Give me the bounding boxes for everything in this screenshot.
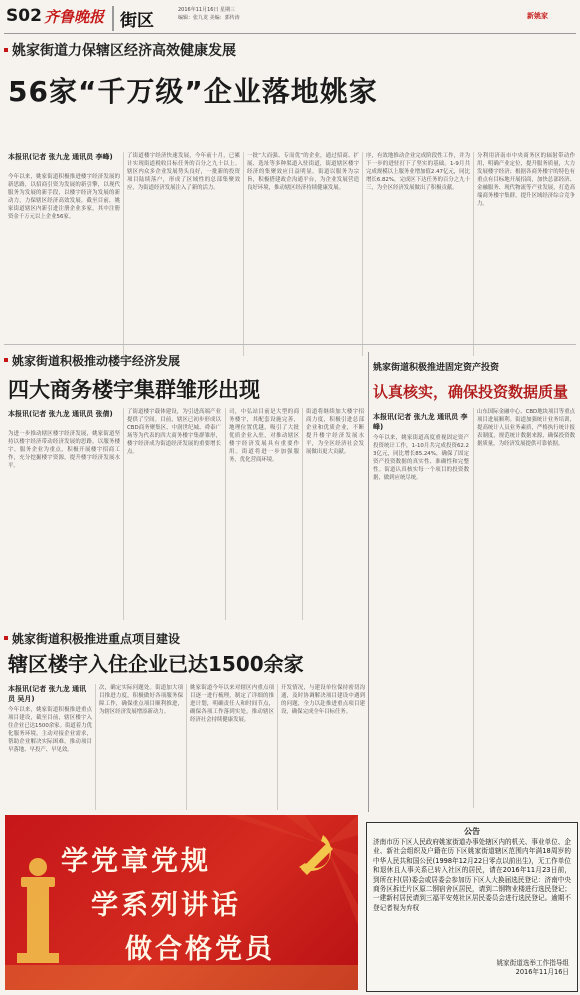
story2-headline: 四大商务楼宇集群雏形出现 bbox=[8, 378, 260, 402]
banner-line-3: 做合格党员 bbox=[125, 934, 275, 965]
hammer-sickle-icon bbox=[287, 823, 351, 887]
page-header bbox=[0, 0, 580, 34]
column-divider bbox=[277, 684, 278, 810]
story4-column-4: 开发情况，与建设单位保持密切沟通，及时协调解决项目建设中遇到的问题，全力以赴推进重点项目建设，确保完成全年目标任务。 bbox=[281, 685, 365, 715]
section-rule bbox=[4, 344, 576, 345]
kicker-bullet-icon bbox=[4, 636, 8, 640]
story4-column-1: 今年以来，姚家街道积极推进重点项目建设，截至目前，辖区楼宇入住企业已达1500余家。街道着力优化服务环境，主动对接企业需求，帮助企业解决实际困难，推动项目早落地、早投产、早见效。 bbox=[8, 707, 92, 753]
story2-column-2: 了街道楼宇载体建设，为引进高端产业提供了空间。目前，辖区已初步形成以CBD商务聚集区、中润世纪城、舜泰广场等为代表的四大商务楼宇集群雏形，楼宇经济成为街道经济发展的重要增长点。 bbox=[127, 409, 221, 455]
story2-column-1: 为进一步推动辖区楼宇经济发展，姚家街道坚持以楼宇经济带动经济发展的思路，以服务楼宇、服务企业为重点，积极开展楼宇招商工作，充分挖掘楼宇资源，提升楼宇经济发展水平。 bbox=[8, 431, 120, 469]
issue-info bbox=[178, 6, 240, 22]
election-notice-box bbox=[366, 822, 578, 992]
section-name: 街区 bbox=[112, 6, 154, 31]
kicker-bullet-icon bbox=[4, 358, 8, 362]
story3-column-2: 山东国际金融中心、CBD地块项目等重点项目进展顺利。街道加强统计业务培训，提高统计人员业务素质，严格执行统计报表制度，规范统计数据来源，确保投资数据质量，为经济发展提供可靠依据。 bbox=[477, 409, 575, 447]
story1-column-5: 分利用济南市中央商务区的辐射带动作用，明确产业定位，提升服务质量，大力发展楼宇经济；根据各商务楼宇的特色有重点有目标地开展招商，加快总部经济、金融服务、现代物流等产业发展，打造高端商务楼宇集群，提升区域经济综合竞争力。 bbox=[477, 153, 575, 207]
story4-byline: 本报讯(记者 张九龙 通讯员 吴月) bbox=[8, 685, 87, 703]
notice-signature bbox=[496, 959, 569, 978]
banner-line-1: 学党章党规 bbox=[61, 846, 211, 877]
column-divider bbox=[243, 152, 244, 356]
story1-headline: 56家“千万级”企业落地姚家 bbox=[8, 75, 378, 108]
notice-body: 济南市历下区人民政府姚家街道办事处辖区内的机关、事业单位、企业、新社会组织及户籍在历下区姚家街道辖区范围内年满18周岁的中华人民共和国公民(1998年12月22日零点以前出生)，无工作单位和退休且人事关系已转入社区的居民，请在2016年11月23日前，到所在村(居)委会或居委会参加历下区人大换届选民登记：济南中央商务区拆迁片区原二钢宿舍区居民，请到二钢物业楼进行选民登记；一建新村居民请到三福平安苑社区居民委员会进行选民登记。逾期不登记者视为弃权 bbox=[373, 838, 571, 912]
issue-date: 2016年11月16日 星期三 bbox=[178, 7, 236, 13]
header-rule bbox=[4, 33, 576, 34]
party-slogan-banner bbox=[5, 815, 358, 990]
column-divider bbox=[95, 684, 96, 810]
story3-divider bbox=[368, 352, 369, 812]
story1-column-3: 一批“大而强、专而优”的企业，通过招商、扩展、选址等多种渠道入驻街道，街道辖区楼宇经济的集聚效应日益明显。街道以服务为宗旨，积极搭建政企沟通平台，为企业发展营造良好环境，推动辖区经济持续健康发展。 bbox=[247, 153, 359, 191]
story3-byline: 本报讯(记者 张九龙 通讯员 李峰) bbox=[373, 413, 468, 431]
newspaper-logo: 齐鲁晚报 bbox=[44, 8, 105, 26]
column-divider bbox=[473, 408, 474, 808]
column-divider bbox=[123, 408, 124, 620]
brand-label: 新姚家 bbox=[527, 12, 548, 20]
column-divider bbox=[225, 408, 226, 620]
story3-headline: 认真核实，确保投资数据质量 bbox=[373, 383, 569, 401]
story1-byline: 本报讯(记者 张九龙 通讯员 李峰) bbox=[8, 153, 113, 161]
column-divider bbox=[186, 684, 187, 810]
story1-kicker: 姚家街道力保辖区经济高效健康发展 bbox=[12, 43, 236, 59]
column-divider bbox=[302, 408, 303, 620]
banner-line-2: 学系列讲话 bbox=[91, 890, 241, 921]
story2-column-3: 司，中弘站目前是大型的商务楼宇，其配套设施完善，地理位置优越，吸引了大批优质企业入驻，对推动辖区楼宇经济发展具有重要作用。街道将进一步加强服务，优化营商环境。 bbox=[229, 409, 299, 463]
story1-column-4: 序，有效地推动企业完成阶段性工作，并为下一步的进驻打下了坚实的基础。1-9月共完成规模以上服务业增加值2.47亿元，同比增长6.82%，完成区下达任务的百分之九十三，为全区经济发展做出了积极贡献。 bbox=[366, 153, 470, 191]
column-divider bbox=[473, 152, 474, 356]
story1-column-1: 今年以来，姚家街道积极推进楼宇经济发展的新思路，以招商引资为发展的新引擎，以现代服务为发展的新手段，以楼宇经济为发展的新动力，力保辖区经济高效发展。截至目前，姚家街道辖区内新引进注册企业多家，其中注册资金千万元以上企业56家。 bbox=[8, 174, 120, 220]
page-number: S02 bbox=[6, 6, 42, 26]
story4-column-2: 次，确定实际问题处。街道加大项目推进力度，积极做好各项服务保障工作，确保重点项目顺利推进，为辖区经济发展增添新动力。 bbox=[99, 685, 183, 715]
notice-date: 2016年11月16日 bbox=[515, 968, 569, 977]
notice-signer: 姚家街道选举工作指导组 bbox=[496, 959, 569, 967]
story4-kicker: 姚家街道积极推进重点项目建设 bbox=[12, 632, 181, 646]
story3-column-1: 今年以来，姚家街道高度重视固定资产投资统计工作，1-10月共完成投资62.23亿元，同比增长85.24%，确保了固定资产投资数据的真实性、准确性和完整性。街道认真核实每一个项目的投资数据，做到应统尽统。 bbox=[373, 435, 469, 481]
editor-credit: 编辑：张九龙 美编：郭传涛 bbox=[178, 15, 240, 21]
story1-column-2: 了街道楼宇经济快速发展，今年前十月，已累计实现街道税收目标任务的百分之九十以上。辖区内众多企业发展势头良好，一批新的投资项目陆续落户，形成了区域性的总部集聚效应，为街道经济发展注入了新的活力。 bbox=[127, 153, 240, 191]
kicker-bullet-icon bbox=[4, 48, 8, 52]
column-divider bbox=[123, 152, 124, 356]
story2-column-4: 街道将继续加大楼宇招商力度，积极引进总部企业和优质企业，不断提升楼宇经济发展水平，为全区经济社会发展做出更大贡献。 bbox=[306, 409, 364, 455]
story2-byline: 本报讯(记者 张九龙 通讯员 张倩) bbox=[8, 410, 113, 418]
story4-column-3: 姚家街道今年以来对辖区内重点项目逐一进行梳理，制定了详细的推进计划，明确责任人和时间节点，确保各项工作落到实处，推动辖区经济社会持续健康发展。 bbox=[190, 685, 274, 723]
story2-kicker: 姚家街道积极推动楼宇经济发展 bbox=[12, 354, 181, 368]
notice-title: 公告 bbox=[464, 827, 480, 836]
story3-kicker: 姚家街道积极推进固定资产投资 bbox=[373, 363, 500, 373]
story4-headline: 辖区楼宇入住企业已达1500余家 bbox=[8, 652, 304, 676]
column-divider bbox=[362, 152, 363, 356]
